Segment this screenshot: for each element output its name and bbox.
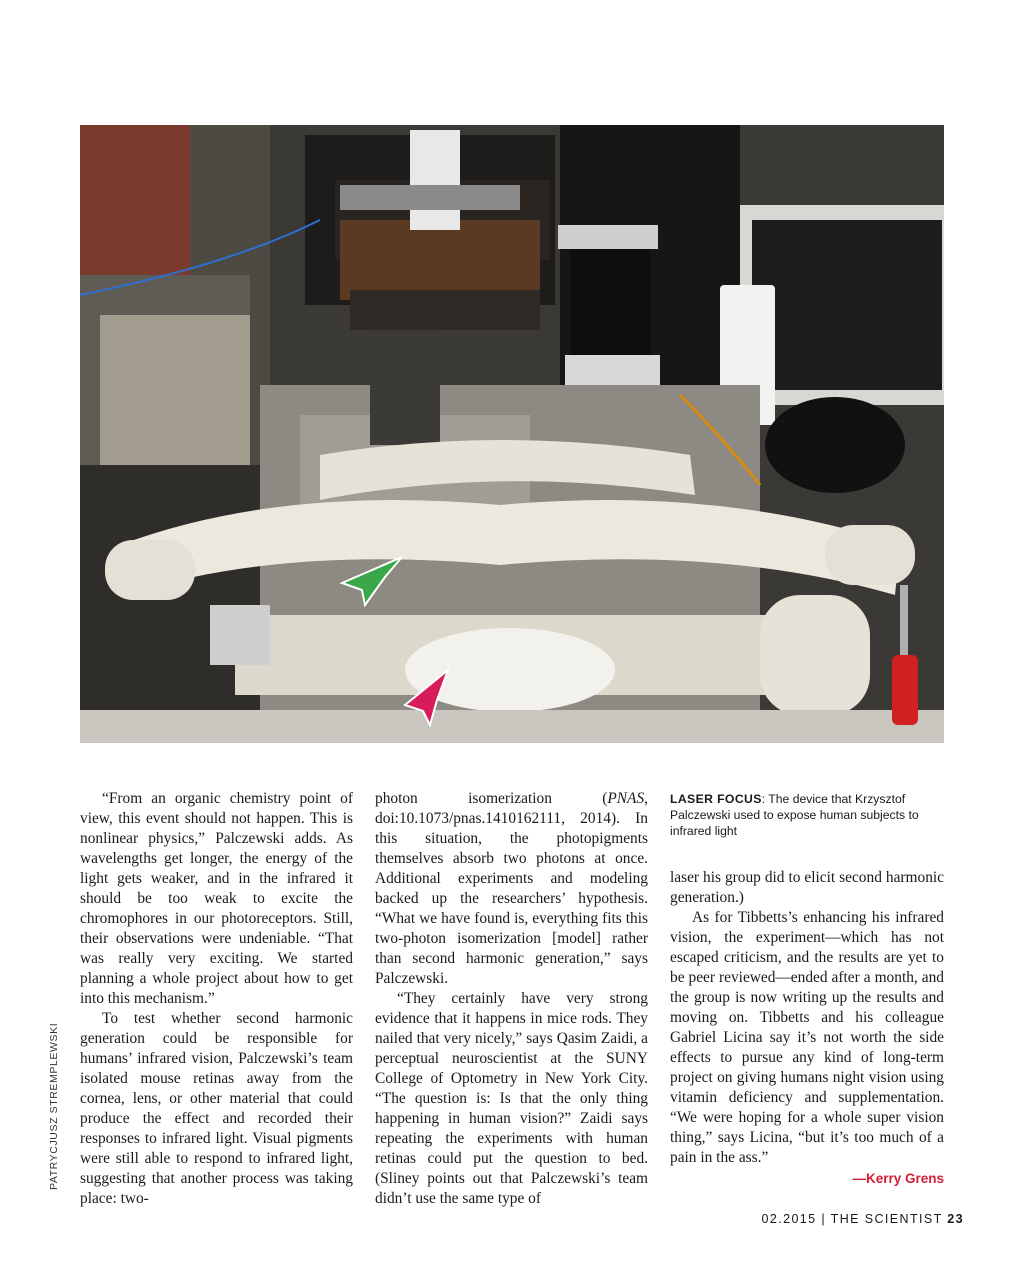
caption-text: : The device that Krzysztof Palczewski used to expose human subjects to infrared light xyxy=(670,792,919,838)
paragraph: As for Tibbetts’s enhancing his infrared vision, the experiment—which has not escaped criticism, and the results are yet to be peer reviewed—ended after a month, and the group is now writing up the results and moving on. Tibbetts and his colleague Gabriel Licina say it’s not worth the side effects to pursue any kind of long-term project on giving humans night vision using vitamin deficiency and supplementation. “We were hoping for a whole super vision thing,” says Licina, “but it’s too much of a pain in the ass.” xyxy=(670,909,944,1166)
paragraph xyxy=(375,789,648,989)
paragraph: To test whether second harmonic generation could be responsible for humans’ infrared vision, Palczewski’s team isolated mouse retinas away from the cornea, lens, or other material that could produce the effect and recorded their responses to infrared light. Visual pigments were still able to respond to infrared light, suggesting that another process was taking place: two- xyxy=(80,1010,353,1207)
paragraph: “From an organic chemistry point of view, this event should not happen. This is nonlinear physics,” Palczewski adds. As wavelengths get longer, the energy of the light gets weaker, and in the infrared it should be too weak to excite the chromophores in our photoreceptors. Still, their observations were undeniable. “That was really very exciting. We started planning a whole project about how to get into this mechanism.” xyxy=(80,790,353,1007)
paragraph: “They certainly have very strong evidence that it happens in mice rods. They nailed that very nicely,” says Qasim Zaidi, a perceptual neuroscientist at the SUNY College of Optometry in New York City. “The question is: Is that the only thing happening in human vision?” Zaidi says repeating the experiments with human retinas could put the question to bed. (Sliney points out that Palczewski’s team didn’t use the same type of xyxy=(375,990,648,1207)
device-photo xyxy=(80,125,944,743)
page-number: 23 xyxy=(947,1212,964,1226)
journal-name: PNAS xyxy=(607,790,645,807)
paragraph-text: , doi:10.1073/pnas.1410162111, 2014). In this situation, the photopigments themselves absorb two photons at once. Additional experiments and modeling backed up the researchers’ hypothesis. “What we have found is, everything fits this two-photon isomerization [model] rather than second harmonic generation,” says Palczewski. xyxy=(375,790,648,987)
magazine-name: THE SCIENTIST xyxy=(830,1212,943,1226)
page-footer xyxy=(762,1212,964,1226)
caption-label: LASER FOCUS xyxy=(670,792,762,806)
folio-separator: | xyxy=(816,1212,831,1226)
paragraph: laser his group did to elicit second harmonic generation.) xyxy=(670,869,944,906)
photo-caption xyxy=(670,791,932,839)
issue-date: 02.2015 xyxy=(761,1212,817,1226)
author-byline: —Kerry Grens xyxy=(852,1171,944,1186)
article-column-3 xyxy=(670,868,944,1189)
photo-credit xyxy=(48,1022,62,1190)
paragraph-text: photon isomerization ( xyxy=(375,790,608,807)
article-column-2 xyxy=(375,789,648,1209)
article-column-1 xyxy=(80,789,353,1209)
photo-credit-text: PATRYCJUSZ STREMPLEWSKI xyxy=(48,1022,60,1190)
